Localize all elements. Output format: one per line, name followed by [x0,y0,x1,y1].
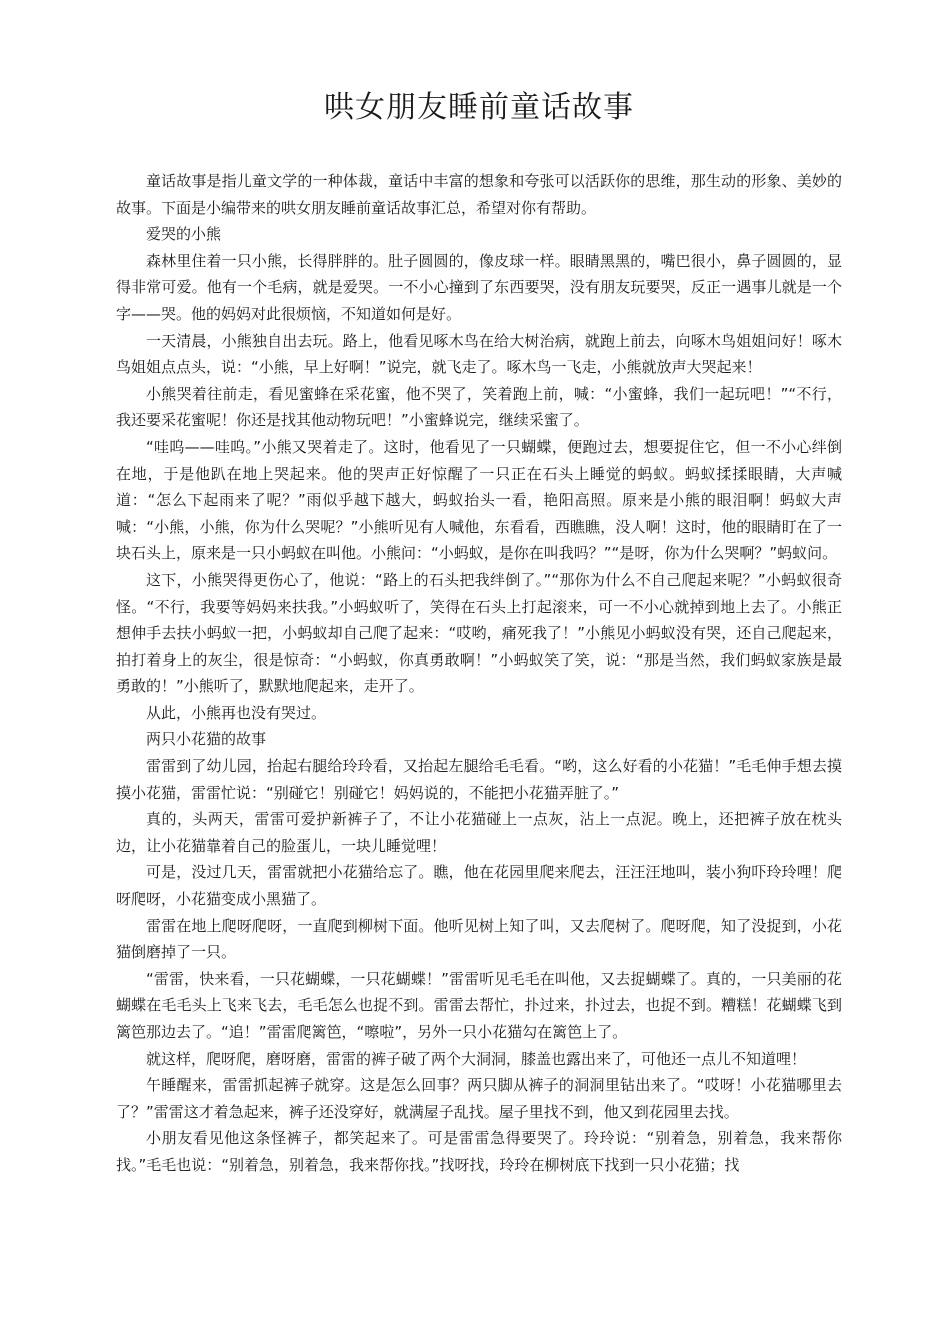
page-title: 哄女朋友睡前童话故事 [324,90,634,125]
intro-paragraph: 童话故事是指儿童文学的一种体裁，童话中丰富的想象和夸张可以活跃你的思维，那生动的形象、美妙的故事。下面是小编带来的哄女朋友睡前童话故事汇总，希望对你有帮助。 [116,172,842,217]
story-heading: 两只小花猫的故事 [146,730,267,749]
paragraph: 这下，小熊哭得更伤心了，他说：“路上的石头把我绊倒了。”“那你为什么不自己爬起来呢？”小蚂蚁很奇怪。“不行，我要等妈妈来扶我。”小蚂蚁听了，笑得在石头上打起滚来，可一不小心就掉到地上去了。小熊正想伸手去扶小蚂蚁一把，小蚂蚁却自己爬了起来：“哎哟，痛死我了！”小熊见小蚂蚁没有哭，还自己爬起来，拍打着身上的灰尘，很是惊奇：“小蚂蚁，你真勇敢啊！”小蚂蚁笑了笑，说：“那是当然，我们蚂蚁家族是最勇敢的！”小熊听了，默默地爬起来，走开了。 [116,570,842,696]
paragraph: 可是，没过几天，雷雷就把小花猫给忘了。瞧，他在花园里爬来爬去，汪汪汪地叫，装小狗吓玲玲哩！爬呀爬呀，小花猫变成小黑猫了。 [116,863,842,909]
paragraph: 真的，头两天，雷雷可爱护新裤子了，不让小花猫碰上一点灰，沾上一点泥。晚上，还把裤子放在枕头边，让小花猫靠着自己的脸蛋儿，一块儿睡觉哩！ [116,810,842,855]
article-body [116,168,842,1179]
paragraph: 从此，小熊再也没有哭过。 [146,703,327,722]
paragraph: 就这样，爬呀爬，磨呀磨，雷雷的裤子破了两个大洞洞，膝盖也露出来了，可他还一点儿不知道哩！ [146,1049,807,1068]
paragraph: “哇呜——哇呜。”小熊又哭着走了。这时，他看见了一只蝴蝶，便跑过去，想要捉住它，但一不小心绊倒在地，于是他趴在地上哭起来。他的哭声正好惊醒了一只正在石头上睡觉的蚂蚁。蚂蚁揉揉眼睛，大声喊道：“怎么下起雨来了呢？”雨似乎越下越大，蚂蚁抬头一看，艳阳高照。原来是小熊的眼泪啊！蚂蚁大声喊：“小熊，小熊，你为什么哭呢？”小熊听见有人喊他，东看看，西瞧瞧，没人啊！这时，他的眼睛盯在了一块石头上，原来是一只小蚂蚁在叫他。小熊问：“小蚂蚁，是你在叫我吗？”“是呀，你为什么哭啊？”蚂蚁问。 [116,437,842,563]
paragraph: 一天清晨，小熊独自出去玩。路上，他看见啄木鸟在给大树治病，就跑上前去，向啄木鸟姐姐问好！啄木鸟姐姐点点头，说：“小熊，早上好啊！”说完，就飞走了。啄木鸟一飞走，小熊就放声大哭起来！ [116,331,842,377]
paragraph: 雷雷在地上爬呀爬呀，一直爬到柳树下面。他听见树上知了叫，又去爬树了。爬呀爬，知了没捉到，小花猫倒磨掉了一只。 [116,916,842,962]
paragraph: 雷雷到了幼儿园，抬起右腿给玲玲看，又抬起左腿给毛毛看。“哟，这么好看的小花猫！”毛毛伸手想去摸摸小花猫，雷雷忙说：“别碰它！别碰它！妈妈说的，不能把小花猫弄脏了。” [116,757,842,802]
story-heading: 爱哭的小熊 [146,225,222,244]
paragraph: 小熊哭着往前走，看见蜜蜂在采花蜜，他不哭了，笑着跑上前，喊：“小蜜蜂，我们一起玩吧！”“不行，我还要采花蜜呢！你还是找其他动物玩吧！”小蜜蜂说完，继续采蜜了。 [116,384,842,430]
paragraph: 午睡醒来，雷雷抓起裤子就穿。这是怎么回事？两只脚从裤子的洞洞里钻出来了。“哎呀！小花猫哪里去了？”雷雷这才着急起来，裤子还没穿好，就满屋子乱找。屋子里找不到，他又到花园里去找。 [116,1076,842,1121]
paragraph: 森林里住着一只小熊，长得胖胖的。肚子圆圆的，像皮球一样。眼睛黑黑的，嘴巴很小，鼻子圆圆的，显得非常可爱。他有一个毛病，就是爱哭。一不小心撞到了东西要哭，没有朋友玩要哭，反正一遇事儿就是一个字——哭。他的妈妈对此很烦恼，不知道如何是好。 [116,251,842,323]
paragraph: 小朋友看见他这条怪裤子，都笑起来了。可是雷雷急得要哭了。玲玲说：“别着急，别着急，我来帮你找。”毛毛也说：“别着急，别着急，我来帮你找。”找呀找，玲玲在柳树底下找到一只小花猫；找 [116,1129,842,1174]
paragraph: “雷雷，快来看，一只花蝴蝶，一只花蝴蝶！”雷雷听见毛毛在叫他，又去捉蝴蝶了。真的，一只美丽的花蝴蝶在毛毛头上飞来飞去，毛毛怎么也捉不到。雷雷去帮忙，扑过来，扑过去，也捉不到。糟糕！花蝴蝶飞到篱笆那边去了。“追！”雷雷爬篱笆，“嚓啦”，另外一只小花猫勾在篱笆上了。 [116,969,842,1041]
